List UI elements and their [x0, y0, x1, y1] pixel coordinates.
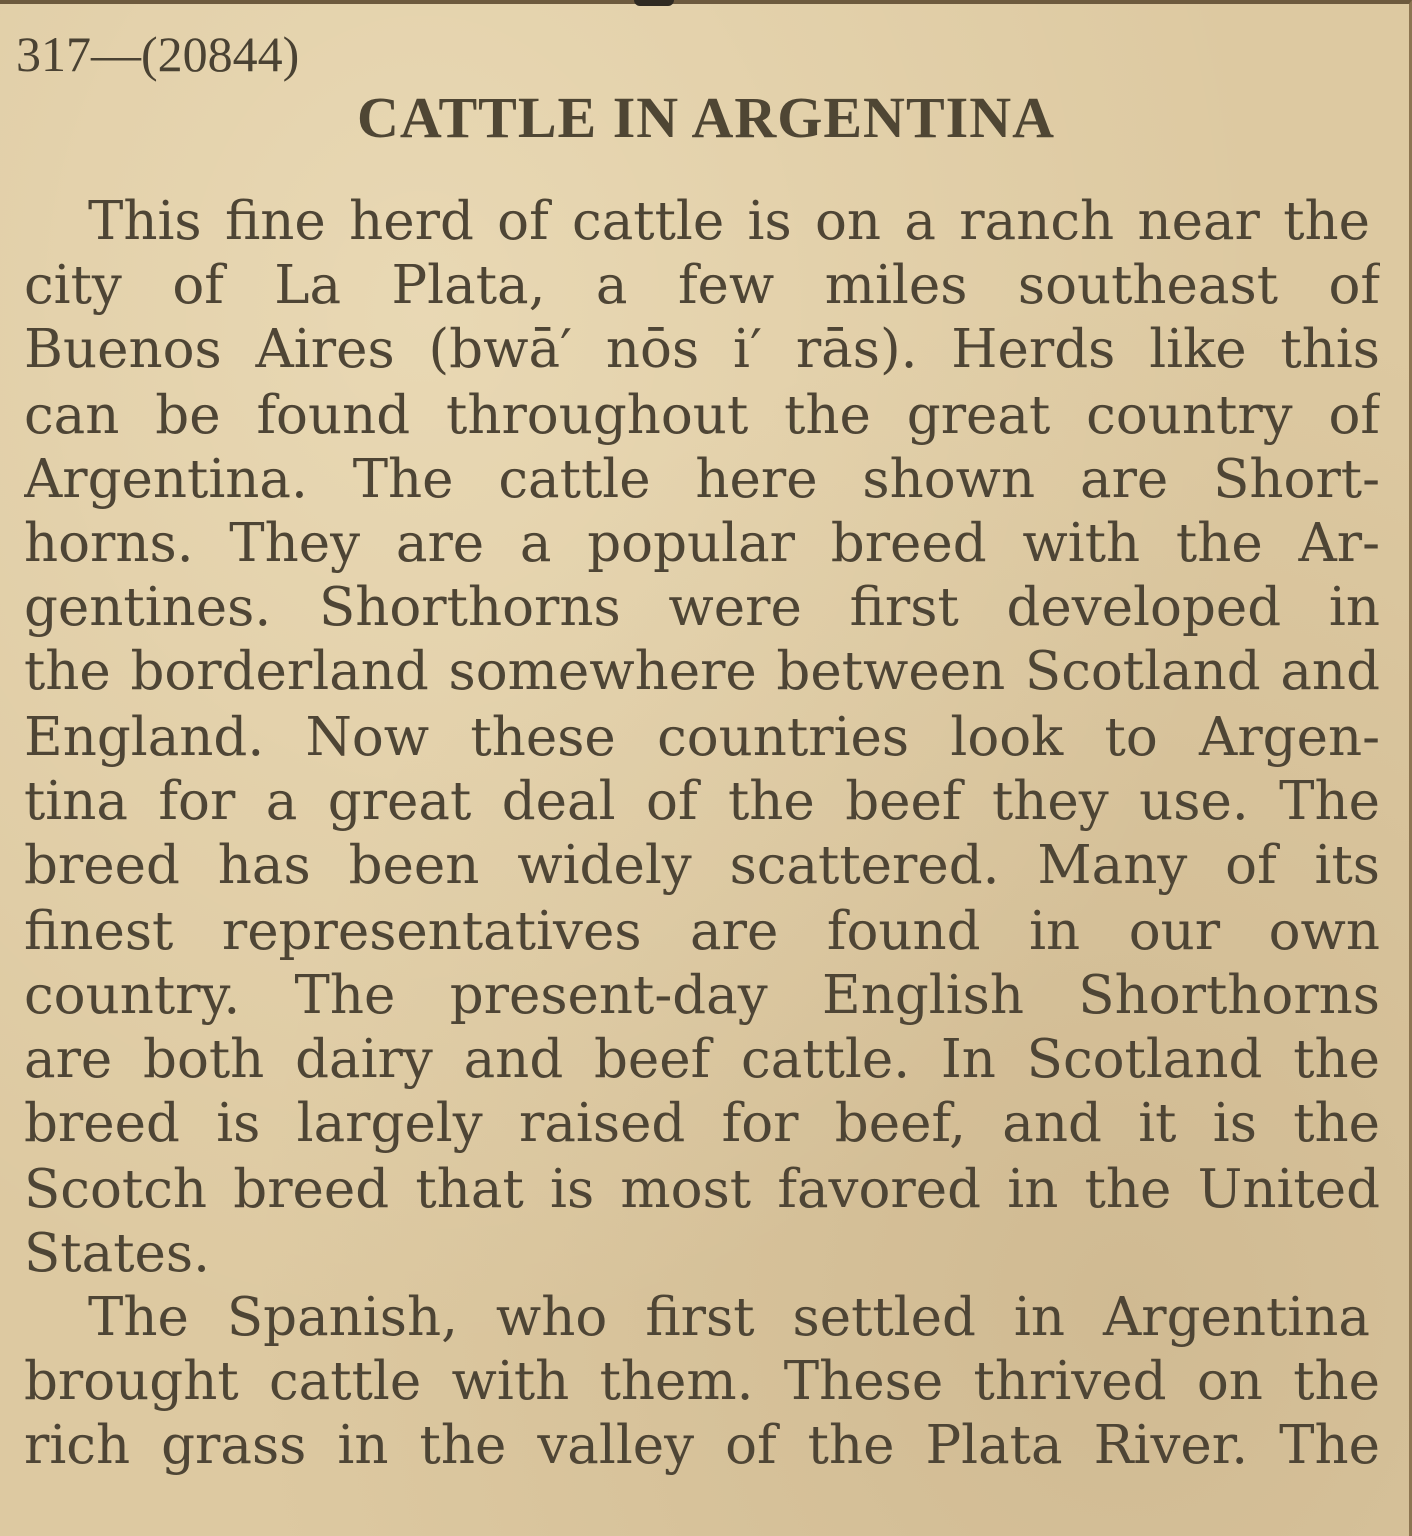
card-title: CATTLE IN ARGENTINA [357, 85, 1055, 150]
text-line: horns. They are a popular breed with the Ar- [24, 513, 1380, 574]
text-line: can be found throughout the great country of [24, 385, 1380, 446]
text-line: rich grass in the valley of the Plata River. The [24, 1415, 1380, 1476]
text-line: are both dairy and beef cattle. In Scotland the [24, 1029, 1380, 1090]
text-line: England. Now these countries look to Argen- [24, 707, 1380, 768]
card-top-notch [634, 0, 674, 6]
text-line: States. [24, 1223, 210, 1284]
catalog-number: 317—(20844) [16, 26, 300, 82]
text-line: Scotch breed that is most favored in the United [24, 1159, 1380, 1220]
text-line: The Spanish, who first settled in Argentina [88, 1287, 1370, 1348]
text-line: Argentina. The cattle here shown are Short- [24, 449, 1380, 510]
text-line: country. The present-day English Shorthorns [24, 965, 1380, 1026]
text-line: tina for a great deal of the beef they use. The [24, 771, 1380, 832]
text-line: This fine herd of cattle is on a ranch near the [88, 191, 1370, 252]
text-line: finest representatives are found in our own [24, 901, 1380, 962]
text-line: brought cattle with them. These thrived on the [24, 1351, 1380, 1412]
text-line: breed has been widely scattered. Many of its [24, 835, 1380, 896]
text-line: gentines. Shorthorns were first developed in [24, 577, 1380, 638]
text-line: Buenos Aires (bwā′ nōs i′ rās). Herds like this [24, 319, 1380, 380]
text-line: city of La Plata, a few miles southeast of [24, 255, 1380, 316]
text-line: breed is largely raised for beef, and it is the [24, 1093, 1380, 1154]
text-line: the borderland somewhere between Scotland and [24, 641, 1380, 702]
